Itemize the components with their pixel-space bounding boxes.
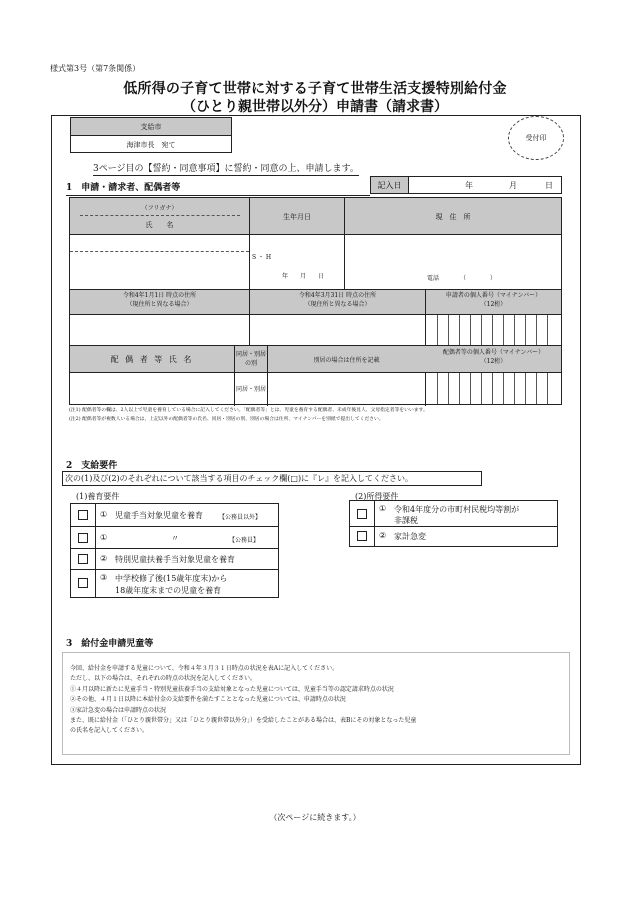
addr-jan-label: 令和4年1月1日 時点の住所 (122, 292, 197, 299)
applicant-table (69, 197, 562, 405)
req1-item-3-num: ② (100, 554, 108, 563)
req1-item-3 (71, 549, 278, 570)
addr-mar-label: 令和4年3月31日 時点の住所 (298, 292, 377, 299)
req1-checkbox-1[interactable] (78, 510, 88, 520)
req2-item-1-num: ① (379, 504, 387, 513)
req1-item-2-tag: 【公務員】 (229, 537, 260, 544)
req1-item-4-text2: 18歳年度末までの児童を養育 (115, 586, 222, 595)
birthdate-label: 生年月日 (283, 212, 311, 221)
section2-instruction: 次の(1)及び(2)のそれぞれについて該当する項目のチェック欄(□)に『レ』を記入してください。 (62, 471, 482, 486)
recipient-value: 海津市長 宛て (126, 140, 176, 149)
req2-checkbox-2[interactable] (357, 531, 367, 541)
recipient-box (70, 117, 232, 153)
address-mar31-field[interactable] (250, 315, 425, 345)
req2-item-2-num: ② (379, 531, 387, 540)
cohabit-label: 同居・別居の別 (235, 351, 266, 367)
spouse-note-2: (注2) 配偶者等が複数人いる場合は、上記以外の配偶者等の氏名、同居・別居の別、別居の場合は住所、マイナンバーを別紙で提出してください。 (69, 417, 384, 422)
form-subtitle: （ひとり親世帯以外分）申請書（請求書） (182, 99, 448, 115)
req2-title: (2)所得要件 (355, 492, 399, 501)
section3-instructions (62, 652, 570, 755)
req2-checkbox-1[interactable] (357, 509, 367, 519)
section3-line-1: 今回、給付金を申請する児童について、令和４年３月３１日時点の状況を表Aに記入してください。 (70, 665, 339, 672)
spouse-note-1: (注1) 配偶者等の欄は、2人以上で児童を養育している場合に記入してください。「配偶者等」とは、児童を養育する配偶者、未成年後見人、父母指定者等をいいます。 (69, 408, 428, 413)
birth-ymd-label: 年 月 日 (282, 273, 325, 280)
req1-title: (1)養育要件 (76, 492, 120, 501)
entry-date-label: 記入日 (371, 177, 409, 193)
req2-item-1 (350, 501, 557, 527)
spouse-name-field[interactable] (70, 373, 234, 404)
req1-checkbox-4[interactable] (78, 578, 88, 588)
spouse-mynumber-label: 配偶者等の個人番号（マイナンバー） (442, 349, 545, 356)
oath-statement: 3ページ目の【誓約・同意事項】に誓約・同意の上、申請します。 (93, 161, 359, 176)
phone-label: 電話 （ ） (427, 275, 497, 282)
section3-line-6: また、既に給付金（「ひとり親世帯分」又は「ひとり親世帯以外分」）を受給したことがある場合は、表Bにその対象となった児童 (70, 717, 417, 725)
mynumber-sub: （12桁） (480, 301, 507, 308)
entry-month-unit: 月 (509, 181, 517, 190)
req1-item-1-num: ① (100, 510, 108, 519)
section3-line-4: ②その他、４月１日以降に本給付金の支給要件を満たすこととなった児童については、申請時点の状況 (70, 696, 346, 704)
req1-item-2 (71, 527, 278, 549)
addr-mar-sub: （現住所と異なる場合） (304, 301, 371, 308)
req1-checkbox-2[interactable] (78, 533, 88, 543)
req1-table (70, 503, 279, 598)
req2-item-1-text2: 非課税 (394, 516, 418, 525)
req1-item-4-num: ③ (100, 573, 108, 582)
req1-item-1-text: 児童手当対象児童を養育 (115, 511, 203, 520)
req1-checkbox-3[interactable] (78, 554, 88, 564)
reception-stamp: 受付印 (508, 116, 564, 160)
spouse-mynumber-sub: （12桁） (480, 358, 507, 365)
req1-item-4-text: 中学校修了後(15歳年度末)から (115, 574, 228, 583)
applicant-mynumber-field[interactable] (426, 315, 561, 345)
name-label: 氏 名 (145, 221, 174, 229)
section3-line-7: の氏名を記入してください。 (70, 727, 149, 735)
entry-day-unit: 日 (545, 181, 553, 190)
spouse-address-field[interactable] (268, 373, 425, 404)
req1-item-1-tag: 【公務員以外】 (219, 514, 262, 521)
section3-line-5: ③家計急変の場合は申請時点の状況 (70, 706, 167, 714)
era-label: S ・ H (252, 254, 272, 261)
entry-date-field[interactable] (370, 176, 562, 194)
birthdate-field[interactable] (250, 235, 344, 289)
addr-jan-sub: （現住所と異なる場合） (126, 301, 193, 308)
current-address-field[interactable] (345, 235, 561, 289)
applicant-name-field[interactable] (70, 235, 249, 289)
section2-title: 2 支給要件 (66, 461, 118, 471)
recipient-header: 支給市 (71, 118, 231, 136)
cohabit-select[interactable]: 同居・別居 (235, 386, 266, 393)
continued-note: （次ページに続きます。） (269, 813, 361, 822)
furigana-label: （フリガナ） (141, 204, 178, 212)
section1-title: 1 申請・請求者、配偶者等 (66, 180, 370, 196)
address-jan1-field[interactable] (70, 315, 249, 345)
section3-line-2: ただし、以下の場合は、それぞれの時点の状況を記入してください。 (70, 675, 257, 683)
req1-item-2-num: ① (100, 533, 108, 542)
req2-item-1-text: 令和4年度分の市町村民税均等割が (394, 505, 520, 514)
req1-item-3-text: 特別児童扶養手当対象児童を養育 (115, 555, 235, 564)
separate-address-label: 別居の場合は住所を記載 (313, 356, 380, 364)
mynumber-label: 申請者の個人番号（マイナンバー） (445, 292, 542, 299)
form-code: 様式第3号（第7条関係） (50, 64, 141, 73)
entry-year-unit: 年 (465, 181, 473, 190)
form-title: 低所得の子育て世帯に対する子育て世帯生活支援特別給付金 (123, 81, 507, 97)
address-label: 現 住 所 (435, 212, 471, 221)
req2-item-2 (350, 527, 557, 546)
req2-item-2-text: 家計急変 (394, 532, 426, 541)
section3-line-3: ①４月以降に新たに児童手当・特別児童扶養手当の支給対象となった児童については、児童手当等の認定請求時点の状況 (70, 685, 394, 693)
spouse-name-label: 配 偶 者 等 氏 名 (110, 354, 194, 364)
req1-item-1 (71, 504, 278, 527)
req1-item-2-text: 〃 (171, 534, 179, 543)
req1-item-4 (71, 570, 278, 597)
req2-table (349, 500, 558, 547)
section3-title: 3 給付金申請児童等 (66, 639, 154, 649)
spouse-mynumber-field[interactable] (426, 373, 561, 404)
